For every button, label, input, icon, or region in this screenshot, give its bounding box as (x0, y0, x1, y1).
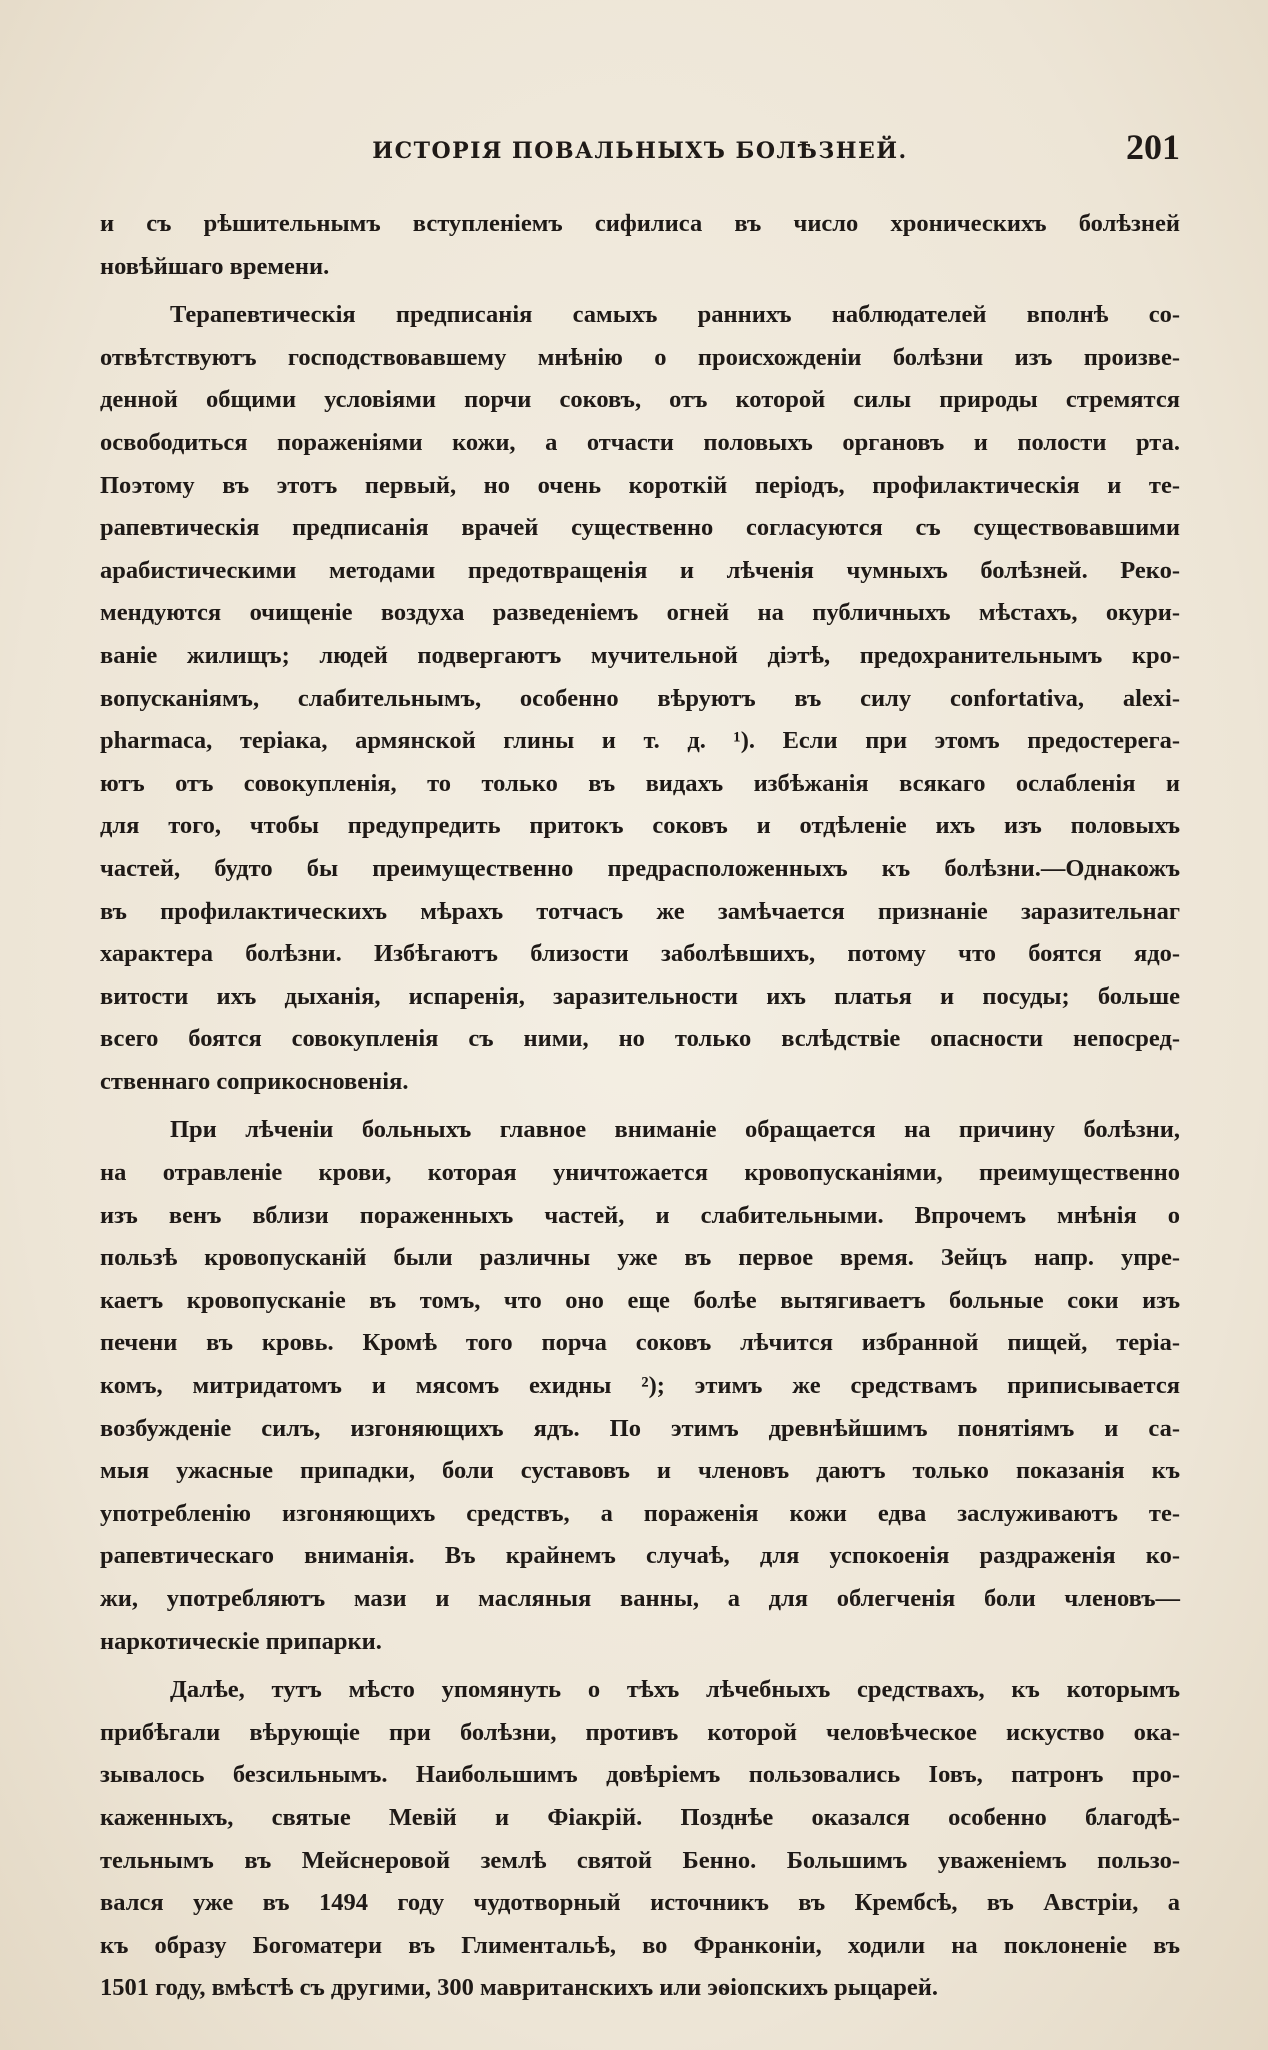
text-line: тельнымъ въ Мейснеровой землѣ святой Бенно. Большимъ уваженіемъ пользо- (100, 1846, 1180, 1874)
text-line: возбужденіе силъ, изгоняющихъ ядъ. По этимъ древнѣйшимъ понятіямъ и са- (100, 1414, 1180, 1442)
text-line: ваніе жилищъ; людей подвергаютъ мучительной діэтѣ, предохранительнымъ кро- (100, 641, 1180, 669)
paragraph (100, 203, 1180, 288)
text-line: всего боятся совокупленія съ ними, но только вслѣдствіе опасности непосред- (100, 1025, 1180, 1053)
text-line: новѣйшаго времени. (100, 252, 330, 280)
text-line: pharmaca, теріака, армянской глины и т. д. ¹). Если при этомъ предостерега- (100, 727, 1180, 755)
text-line: Поэтому въ этотъ первый, но очень короткій періодъ, профилактическія и те- (100, 471, 1180, 499)
text-line: комъ, митридатомъ и мясомъ ехидны ²); этимъ же средствамъ приписывается (100, 1372, 1180, 1400)
text-line: въ профилактическихъ мѣрахъ тотчасъ же замѣчается признаніе заразительнаг (100, 897, 1180, 925)
text-line: ственнаго соприкосновенія. (100, 1067, 409, 1095)
text-line: Терапевтическія предписанія самыхъ раннихъ наблюдателей вполнѣ со- (170, 301, 1180, 329)
text-line: вопусканіямъ, слабительнымъ, особенно вѣруютъ въ силу confortativa, alexi- (100, 684, 1180, 712)
text-line: къ образу Богоматери въ Глиментальѣ, во Франконіи, ходили на поклоненіе въ (100, 1931, 1180, 1959)
text-line: характера болѣзни. Избѣгаютъ близости заболѣвшихъ, потому что боятся ядо- (100, 940, 1180, 968)
text-line: прибѣгали вѣрующіе при болѣзни, противъ которой человѣческое искуство ока- (100, 1718, 1180, 1746)
running-title: ИСТОРІЯ ПОВАЛЬНЫХЪ БОЛѢЗНЕЙ. (372, 138, 908, 164)
text-line: изъ венъ вблизи пораженныхъ частей, и слабительными. Впрочемъ мнѣнія о (100, 1201, 1180, 1229)
text-line: денной общими условіями порчи соковъ, отъ которой силы природы стремятся (100, 386, 1180, 414)
paragraph (100, 294, 1180, 1103)
text-line: каженныхъ, святые Мевій и Фіакрій. Позднѣе оказался особенно благодѣ- (100, 1803, 1180, 1831)
text-line: освободиться пораженіями кожи, а отчасти половыхъ органовъ и полости рта. (100, 428, 1180, 456)
page-body (100, 203, 1180, 2016)
paragraph (100, 1669, 1180, 2010)
text-line: пользѣ кровопусканій были различны уже въ первое время. Зейцъ напр. упре- (100, 1244, 1180, 1272)
text-line: частей, будто бы преимущественно предрасположенныхъ къ болѣзни.—Однакожъ (100, 854, 1180, 882)
text-line: вался уже въ 1494 году чудотворный источникъ въ Крембсѣ, въ Австріи, а (100, 1889, 1180, 1917)
text-line: для того, чтобы предупредить притокъ соковъ и отдѣленіе ихъ изъ половыхъ (100, 812, 1180, 840)
text-line: мендуются очищеніе воздуха разведеніемъ огней на публичныхъ мѣстахъ, окури- (100, 599, 1180, 627)
text-line: отвѣтствуютъ господствовавшему мнѣнію о происхожденіи болѣзни изъ произве- (100, 343, 1180, 371)
text-line: ютъ отъ совокупленія, то только въ видахъ избѣжанія всякаго ослабленія и (100, 769, 1180, 797)
text-line: на отравленіе крови, которая уничтожается кровопусканіями, преимущественно (100, 1159, 1180, 1187)
text-line: мыя ужасные припадки, боли суставовъ и членовъ даютъ только показанія къ (100, 1457, 1180, 1485)
text-line: и съ рѣшительнымъ вступленіемъ сифилиса въ число хроническихъ болѣзней (100, 210, 1180, 237)
text-line: рапевтическаго вниманія. Въ крайнемъ случаѣ, для успокоенія раздраженія ко- (100, 1542, 1180, 1570)
text-line: зывалось безсильнымъ. Наибольшимъ довѣріемъ пользовались Іовъ, патронъ про- (100, 1761, 1180, 1789)
text-line: печени въ кровь. Кромѣ того порча соковъ лѣчится избранной пищей, теріа- (100, 1329, 1180, 1357)
text-line: 1501 году, вмѣстѣ съ другими, 300 мавританскихъ или эѳіопскихъ рыцарей. (100, 1974, 939, 2002)
text-line: арабистическими методами предотвращенія и лѣченія чумныхъ болѣзней. Реко- (100, 556, 1180, 584)
text-line: наркотическіе припарки. (100, 1627, 382, 1655)
text-line: При лѣченіи больныхъ главное вниманіе обращается на причину болѣзни, (170, 1116, 1180, 1144)
text-line: употребленію изгоняющихъ средствъ, а пораженія кожи едва заслуживаютъ те- (100, 1499, 1180, 1527)
page-number: 201 (1126, 127, 1180, 167)
text-line: каетъ кровопусканіе въ томъ, что оно еще болѣе вытягиваетъ больные соки изъ (100, 1286, 1180, 1314)
text-line: Далѣе, тутъ мѣсто упомянуть о тѣхъ лѣчебныхъ средствахъ, къ которымъ (170, 1676, 1180, 1704)
text-line: витости ихъ дыханія, испаренія, заразительности ихъ платья и посуды; больше (100, 982, 1180, 1010)
page-header (100, 126, 1180, 170)
paragraph (100, 1109, 1180, 1663)
text-line: рапевтическія предписанія врачей существенно согласуются съ существовавшими (100, 514, 1180, 542)
text-line: жи, употребляютъ мази и масляныя ванны, а для облегченія боли членовъ— (100, 1585, 1180, 1612)
